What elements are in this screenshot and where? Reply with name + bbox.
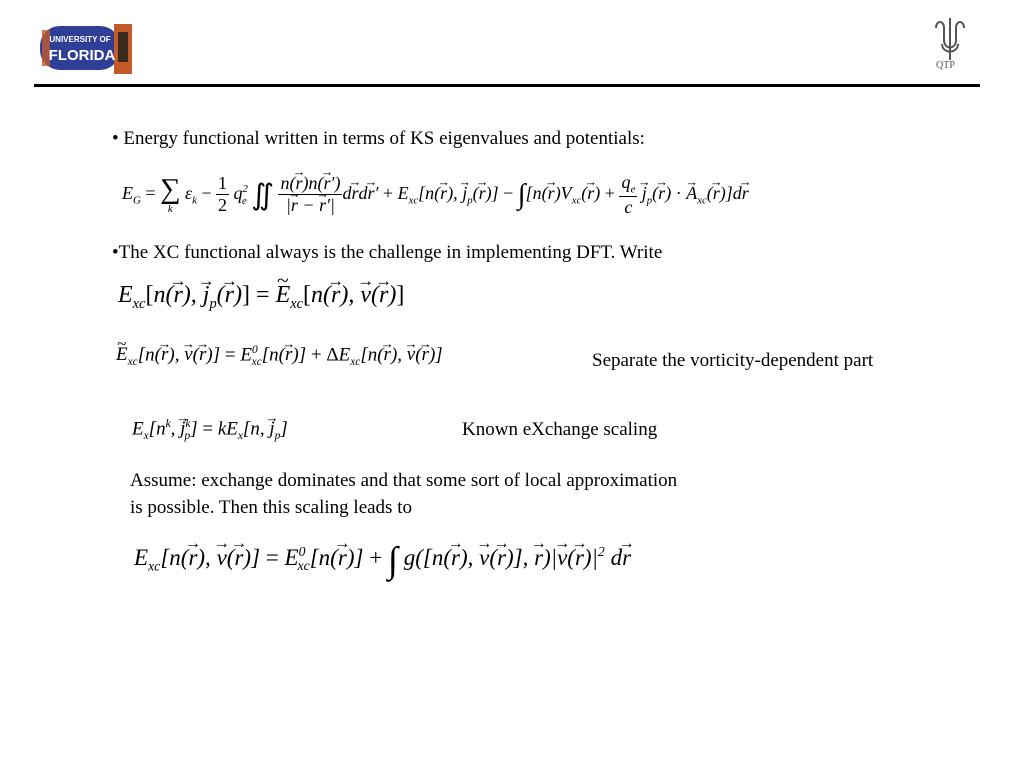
- energy-functional-equation: $E_G$ = ∑ k $\varepsilon_k$ − $\frac{1}{2}$ $q^2_e$ ∬ $\frac{n(\to r)n(\to r')}{|\to r - \to r'|}$ $d\to rd\to r' + E_{xc}[n(\to r)$, → $j_p(\to r)] - \int[n(\to r)V_{xc}(\to r)$ + $\frac{q_e}{c}$ → $j_p(\to r)$ · → $A_{xc}(\to r)]d\to r$: [122, 172, 749, 218]
- assumption-line-1: Assume: exchange dominates and that some sort of local approximation: [130, 470, 678, 491]
- svg-text:FLORIDA: FLORIDA: [48, 47, 116, 64]
- exchange-scaling-note: Known eXchange scaling: [462, 419, 658, 440]
- separate-vorticity-note: Separate the vorticity-dependent part: [592, 350, 874, 371]
- header-divider: [34, 84, 980, 87]
- assumption-line-2: is possible. Then this scaling leads to: [130, 497, 412, 518]
- qtp-logo: [928, 14, 972, 74]
- svg-text:UNIVERSITY OF: UNIVERSITY OF: [49, 35, 111, 44]
- exchange-scaling-equation: $E_x[n^k$, → $j^k_p] = kE_x[n$, → $j_p$]: [132, 418, 288, 442]
- qtp-label: QTP: [936, 60, 955, 71]
- xc-functional-bullet: •The XC functional always is the challenge in implementing DFT. Write: [112, 242, 663, 263]
- university-of-florida-logo: [34, 22, 134, 76]
- energy-functional-bullet: • Energy functional written in terms of KS eigenvalues and potentials:: [112, 128, 645, 149]
- local-approximation-equation: $E_{xc}[n(\to r)$, → $v(\to r)] = E^0_{xc}[n(\to r)]$ + ∫ g([n(→ r), → v(→ r)], → $r)|\to v(\to r)|^2$ d→ r: [134, 538, 631, 581]
- vorticity-split-equation: ~ $E_{xc}[n(\to r)$, → $v(\to r)] = E^0_{xc}[n(\to r)] + \Delta E_{xc}[n(\to r)$, → v(→ r)]: [116, 344, 443, 368]
- xc-functional-equation: $E_{xc}[n(\to r)$, → $j_p(\to r)$] = ~ $E_{xc}[n(\to r)$, → v(→ r)]: [118, 282, 404, 313]
